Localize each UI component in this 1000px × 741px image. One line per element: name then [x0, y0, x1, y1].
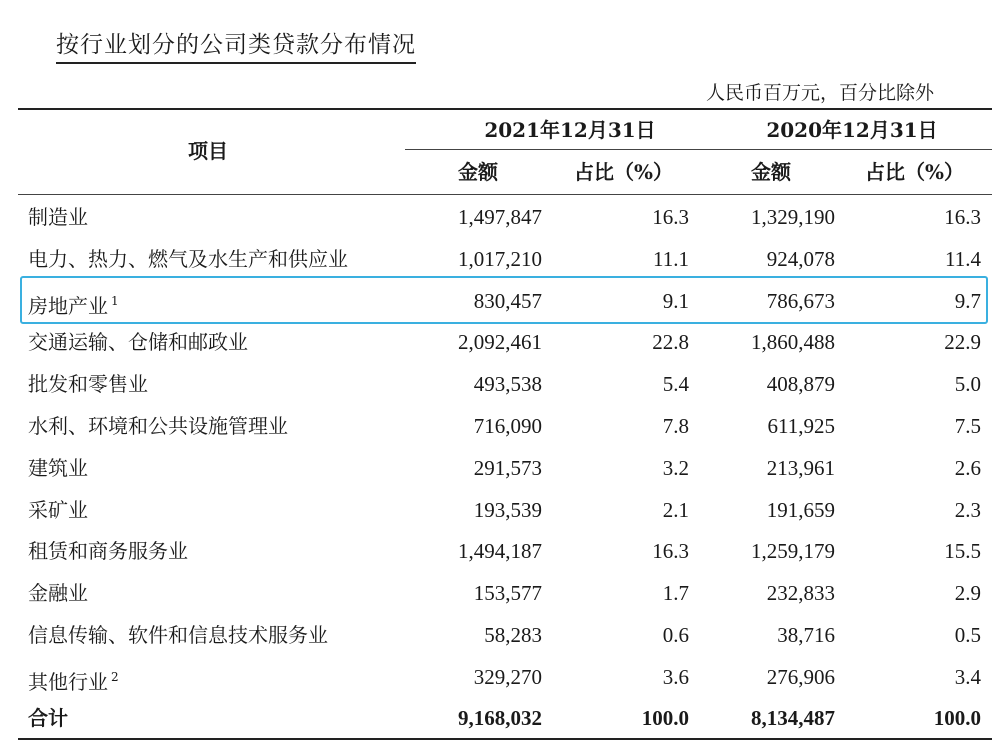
- cell-amount-2021: 716,090: [473, 414, 542, 438]
- row-label: [28, 579, 88, 607]
- unit-note: 人民币百万元，百分比除外: [705, 82, 934, 104]
- row-label-text: 建筑业: [28, 456, 88, 480]
- cell-ratio-2020: 2.3: [954, 498, 981, 522]
- cell-amount-2020: 1,860,488: [751, 330, 835, 354]
- table-title: 按行业划分的公司类贷款分布情况: [56, 30, 416, 64]
- cell-ratio-2020: 0.5: [954, 623, 981, 647]
- header-amount-2021: 金额: [458, 160, 498, 184]
- cell-amount-2020: 924,078: [766, 247, 835, 271]
- cell-ratio-2020: 3.4: [954, 665, 981, 689]
- row-label-text: 批发和零售业: [28, 372, 148, 396]
- total-ratio-2020: 100.0: [933, 706, 981, 730]
- row-label-text: 电力、热力、燃气及水生产和供应业: [28, 247, 348, 271]
- cell-ratio-2020: 22.9: [944, 330, 981, 354]
- cell-amount-2021: 493,538: [473, 372, 542, 396]
- row-label: [28, 496, 88, 524]
- row-label: [28, 454, 88, 482]
- cell-amount-2020: 408,879: [766, 372, 835, 396]
- cell-ratio-2021: 16.3: [652, 539, 689, 563]
- row-label: [28, 328, 248, 356]
- total-amount-2020: 8,134,487: [751, 706, 835, 730]
- cell-ratio-2021: 5.4: [662, 372, 689, 396]
- row-label-text: 其他行业: [28, 670, 108, 694]
- row-label: [28, 370, 148, 398]
- cell-amount-2020: 213,961: [766, 456, 835, 480]
- top-rule: [18, 108, 992, 110]
- cell-ratio-2020: 2.9: [954, 581, 981, 605]
- row-label-text: 制造业: [28, 205, 88, 229]
- header-item: 项目: [188, 139, 228, 163]
- cell-ratio-2020: 11.4: [945, 247, 981, 271]
- cell-amount-2021: 1,497,847: [458, 205, 542, 229]
- cell-ratio-2021: 1.7: [662, 581, 689, 605]
- cell-ratio-2021: 7.8: [662, 414, 689, 438]
- footnote-marker: 1: [111, 294, 119, 308]
- cell-amount-2021: 153,577: [473, 581, 542, 605]
- cell-ratio-2021: 11.1: [653, 247, 689, 271]
- row-label: [28, 621, 328, 649]
- cell-ratio-2020: 5.0: [954, 372, 981, 396]
- row-label: [28, 287, 119, 320]
- footnote-marker: 2: [111, 670, 119, 684]
- header-amount-2020: 金额: [751, 160, 791, 184]
- bottom-rule: [18, 738, 992, 740]
- row-label: [28, 203, 88, 231]
- cell-ratio-2021: 2.1: [662, 498, 689, 522]
- cell-amount-2020: 1,329,190: [751, 205, 835, 229]
- cell-ratio-2020: 9.7: [954, 289, 981, 313]
- header-bottom-rule: [18, 194, 992, 195]
- cell-amount-2020: 786,673: [766, 289, 835, 313]
- row-label-text: 金融业: [28, 581, 88, 605]
- header-period-2021: 2021年12月31日: [484, 118, 656, 142]
- header-ratio-2021: 占比（%）: [574, 160, 674, 184]
- cell-amount-2021: 329,270: [473, 665, 542, 689]
- cell-amount-2020: 1,259,179: [751, 539, 835, 563]
- cell-amount-2021: 193,539: [473, 498, 542, 522]
- cell-amount-2021: 58,283: [484, 623, 542, 647]
- row-label-text: 房地产业: [28, 294, 108, 318]
- row-label: [28, 245, 348, 273]
- cell-ratio-2021: 9.1: [662, 289, 689, 313]
- header-mid-rule: [405, 149, 992, 150]
- row-label-text: 水利、环境和公共设施管理业: [28, 414, 288, 438]
- cell-amount-2020: 276,906: [766, 665, 835, 689]
- cell-ratio-2021: 16.3: [652, 205, 689, 229]
- row-label: [28, 663, 119, 696]
- cell-ratio-2020: 7.5: [954, 414, 981, 438]
- cell-amount-2020: 232,833: [766, 581, 835, 605]
- cell-ratio-2021: 3.2: [662, 456, 689, 480]
- total-label: 合计: [28, 706, 68, 730]
- row-label: [28, 412, 288, 440]
- cell-ratio-2021: 3.6: [662, 665, 689, 689]
- cell-ratio-2020: 2.6: [954, 456, 981, 480]
- header-ratio-2020: 占比（%）: [865, 160, 965, 184]
- header-period-2020: 2020年12月31日: [766, 118, 938, 142]
- row-label: [28, 537, 188, 565]
- row-label-text: 采矿业: [28, 498, 88, 522]
- cell-amount-2021: 2,092,461: [458, 330, 542, 354]
- cell-ratio-2021: 0.6: [662, 623, 689, 647]
- row-label-text: 租赁和商务服务业: [28, 539, 188, 563]
- cell-amount-2021: 1,017,210: [458, 247, 542, 271]
- cell-amount-2021: 830,457: [473, 289, 542, 313]
- cell-amount-2020: 191,659: [766, 498, 835, 522]
- cell-amount-2020: 38,716: [777, 623, 835, 647]
- cell-ratio-2020: 16.3: [944, 205, 981, 229]
- cell-amount-2021: 1,494,187: [458, 539, 542, 563]
- cell-ratio-2020: 15.5: [944, 539, 981, 563]
- row-label-text: 信息传输、软件和信息技术服务业: [28, 623, 328, 647]
- row-label-text: 交通运输、仓储和邮政业: [28, 330, 248, 354]
- total-ratio-2021: 100.0: [641, 706, 689, 730]
- cell-amount-2021: 291,573: [473, 456, 542, 480]
- cell-ratio-2021: 22.8: [652, 330, 689, 354]
- cell-amount-2020: 611,925: [767, 414, 835, 438]
- total-amount-2021: 9,168,032: [458, 706, 542, 730]
